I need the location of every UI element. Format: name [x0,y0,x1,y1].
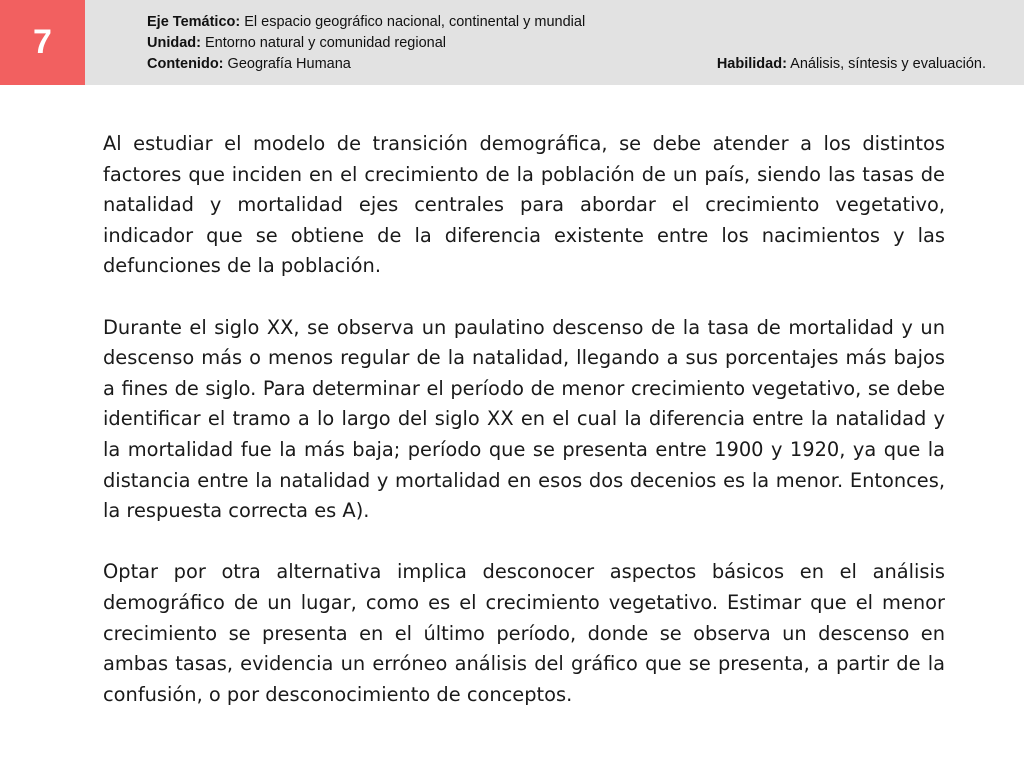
habilidad-label: Habilidad: [716,56,787,72]
contenido-line [147,54,351,74]
question-number-badge [0,0,85,85]
contenido-label: Contenido: [147,56,224,72]
habilidad-value: Análisis, síntesis y evaluación. [786,56,986,72]
paragraph: Durante el siglo XX, se observa un paulatino descenso de la tasa de mortalidad y un descenso más o menos regular de la natalidad, llegando a sus porcentajes más bajos a fines de siglo. Para determinar el período de menor crecimiento vegetativo, se debe identificar el tramo a lo largo del siglo XX en el cual la diferencia entre la natalidad y la mortalidad fue la más baja; período que se presenta entre 1900 y 1920, ya que la distancia entre la natalidad y mortalidad en esos dos decenios es la menor. Entonces, la respuesta correcta es A). [103,315,945,523]
habilidad-line [717,54,986,74]
unidad-label: Unidad: [147,35,201,51]
unidad-line [147,33,446,53]
eje-tematico-label: Eje Temático: [147,14,241,30]
unidad-value: Entorno natural y comunidad regional [200,35,447,51]
eje-tematico-line [147,12,585,32]
question-number: 7 [33,23,52,61]
paragraph: Al estudiar el modelo de transición demográfica, se debe atender a los distintos factores que inciden en el crecimiento de la población de un país, siendo las tasas de natalidad y mortalidad ejes centrales para abordar el crecimiento vegetativo, indicador que se obtiene de la diferencia existente entre los nacimientos y las defunciones de la población. [103,132,945,278]
paragraph: Optar por otra alternativa implica desconocer aspectos básicos en el análisis demográfico de un lugar, como es el crecimiento vegetativo. Estimar que el menor crecimiento se presenta en el último período, donde se observa un descenso en ambas tasas, evidencia un erróneo análisis del gráfico que se presenta, a partir de la confusión, o por desconocimiento de conceptos. [103,560,945,706]
contenido-value: Geografía Humana [223,56,351,72]
eje-tematico-value: El espacio geográfico nacional, continental y mundial [240,14,586,30]
explanation-text [103,129,945,710]
